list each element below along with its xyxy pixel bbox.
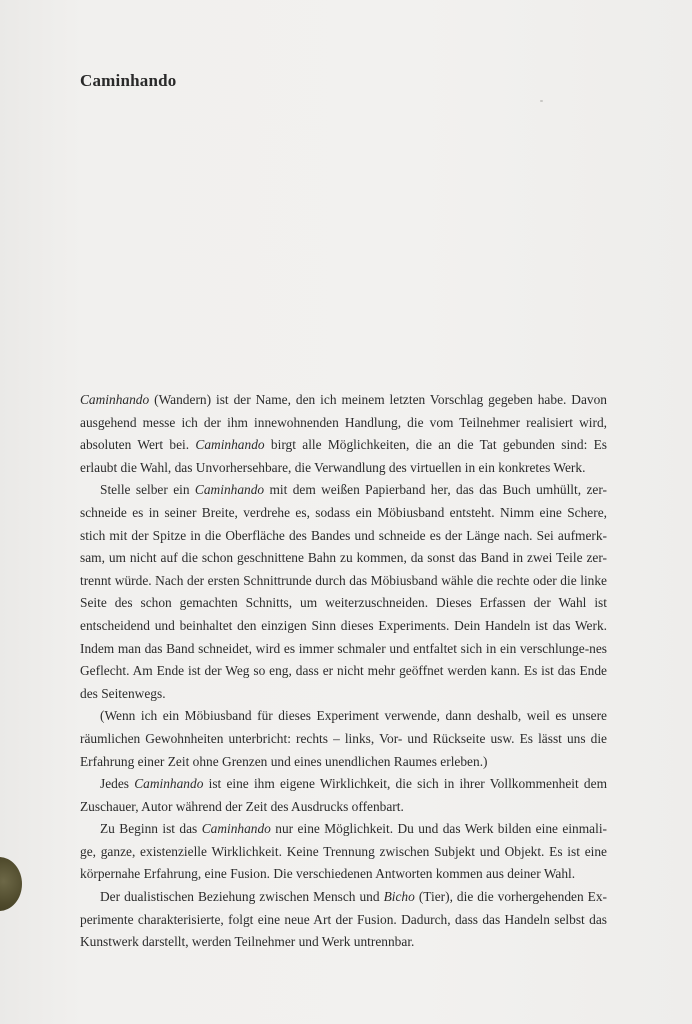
page-title: Caminhando [80,71,177,90]
italic-term: Caminhando [201,821,271,837]
italic-term: Bicho [383,889,415,905]
paragraph [80,479,607,705]
paragraph [80,389,607,479]
paragraph [80,705,607,773]
italic-term: Caminhando [195,437,265,453]
text-run: (Wandern) ist der Name, den ich meinem letzten Vorschlag gegeben habe. Davon ausgehend messe ich der ihm innewohnenden Handlung, die vom Teilnehmer realisiert wird, absoluten Wert bei. [80,392,607,453]
text-run: nur eine Möglichkeit. Du und das Werk bilden eine einmali-ge, ganze, existenzielle Wirklichkeit. Keine Trennung zwischen Subjekt und Objekt. Es ist eine körpernahe Erfahrung, eine Fusion. Die verschiedenen Antworten kommen aus deiner Wahl. [80,821,608,882]
binding-hole [0,857,22,911]
text-run: (Wenn ich ein Möbiusband für dieses Experiment verwende, dann deshalb, weil es unsere räumlichen Gewohnheiten unterbricht: rechts – links, Vor- und Rückseite usw. Es lässt uns die Erfahrung einer Zeit ohne Grenzen und eines unendlichen Raumes erleben.) [80,708,607,769]
paper-speck [540,100,543,102]
paragraph [80,886,607,954]
body-text [80,389,607,954]
text-run: mit dem weißen Papierband her, das das Buch umhüllt, zer-schneide es in seiner Breite, verdrehe es, sodass ein Möbiusband entsteht. Nimm eine Schere, stich mit der Spitze in die Oberfläche des Bandes und schneide es der Länge nach. Sei aufmerk-sam, um nicht auf die schon geschnittene Bahn zu kommen, da sonst das Band in zwei Teile zer-trennt würde. Nach der ersten Schnittrunde durch das Möbiusband wähle die rechte oder die linke Seite des schon gemachten Schnitts, um weiterzuschneiden. Dieses Erfassen der Wahl ist entscheidend und beinhaltet den einzigen Sinn dieses Experiments. Dein Handeln ist das Werk. Indem man das Band schneidet, wird es immer schmaler und entfaltet sich in ein verschlunge-nes Geflecht. Am Ende ist der Weg so eng, dass er nicht mehr geöffnet werden kann. Es ist das Ende des Seitenwegs. [80,482,607,701]
paragraph [80,818,607,886]
text-run: Der dualistischen Beziehung zwischen Mensch und [100,889,384,905]
text-run: ist eine ihm eigene Wirklichkeit, die sich in ihrer Vollkommenheit dem Zuschauer, Autor während der Zeit des Ausdrucks offenbart. [80,776,607,814]
text-run: (Tier), die die vorhergehenden Ex-perimente charakterisierte, folgt eine neue Art der Fusion. Dadurch, dass das Handeln selbst das Kunstwerk darstellt, werden Teilnehmer und Werk untrennbar. [80,889,607,950]
paragraph [80,773,607,818]
italic-term: Caminhando [80,392,150,407]
text-run: Stelle selber ein [100,482,195,498]
text-run: birgt alle Möglichkeiten, die an die Tat gebunden sind: Es erlaubt die Wahl, das Unvorhersehbare, die Verwandlung des virtuellen in ein konkretes Werk. [80,437,607,475]
text-run: Jedes [100,776,135,792]
italic-term: Caminhando [134,776,204,792]
text-run: Zu Beginn ist das [100,821,202,837]
italic-term: Caminhando [194,482,265,498]
